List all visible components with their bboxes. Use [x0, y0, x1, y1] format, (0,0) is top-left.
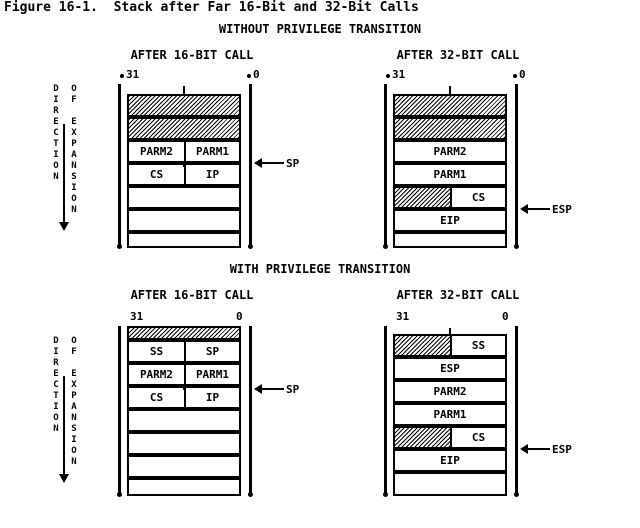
stack-cell: PARM2: [395, 142, 505, 161]
stack-row: [127, 363, 241, 386]
bit-label-low: 0: [236, 310, 243, 323]
direction-of-expansion-s2: [42, 336, 88, 496]
stack-s2-32bit: [384, 312, 534, 496]
stack-s1-16bit: [118, 68, 268, 248]
stack-cell: CS: [129, 165, 184, 184]
stack-row: [127, 432, 241, 455]
stack-row: [393, 209, 507, 232]
bit-label-high: 31: [396, 310, 410, 323]
stack-row: [127, 455, 241, 478]
stack-cell-reserved: [395, 188, 450, 207]
direction-word-direction: D I R E C T I O N: [53, 336, 59, 434]
stack-cell-reserved: [395, 336, 450, 355]
stack-cell: PARM2: [129, 142, 184, 161]
stack-cell: PARM1: [186, 365, 239, 384]
pointer-arrow-shaft: [526, 208, 550, 210]
expansion-arrow-head-s2: [59, 474, 69, 483]
stack-midtick-top: [449, 328, 451, 336]
stack-row: [393, 94, 507, 117]
stack-cell: IP: [186, 388, 239, 407]
stack-cell: CS: [129, 388, 184, 407]
bit-dot-high: [120, 74, 124, 78]
pointer-esp-s1-32bit: [520, 203, 590, 215]
stack-cell: PARM2: [395, 382, 505, 401]
pointer-label: ESP: [552, 442, 572, 456]
stack-row: [393, 380, 507, 403]
stack-cell: [129, 328, 239, 338]
stack-rail-dot-right: [514, 244, 519, 249]
pointer-arrow-head: [520, 444, 528, 454]
direction-of-expansion-s1: [42, 84, 88, 244]
pointer-arrow-shaft: [260, 388, 284, 390]
stack-cell: [395, 96, 505, 115]
pointer-esp-s2-32bit: [520, 443, 590, 455]
stack-cell: EIP: [395, 211, 505, 230]
stack-row: [393, 403, 507, 426]
stack-row: [127, 117, 241, 140]
expansion-arrow-shaft-s1: [63, 124, 65, 224]
direction-word-direction: D I R E C T I O N: [53, 84, 59, 182]
stack-cell: PARM1: [395, 405, 505, 424]
stack-midtick-top: [449, 86, 451, 96]
column-title-s1-32bit: AFTER 32-BIT CALL: [396, 48, 520, 62]
stack-row: [393, 449, 507, 472]
stack-rail-right: [515, 84, 518, 248]
column-title-s2-16bit: AFTER 16-BIT CALL: [130, 288, 254, 302]
stack-row: [127, 94, 241, 117]
stack-row: [393, 186, 507, 209]
stack-row: [127, 186, 241, 209]
stack-rail-dot-left: [117, 244, 122, 249]
stack-cell: EIP: [395, 451, 505, 470]
bit-dot-high: [386, 74, 390, 78]
pointer-sp-s2-16bit: [254, 383, 314, 395]
stack-rail-left: [118, 84, 121, 248]
stack-cell: CS: [452, 428, 505, 447]
stack-cell: PARM2: [129, 365, 184, 384]
stack-cell: ESP: [395, 359, 505, 378]
stack-cell: SS: [452, 336, 505, 355]
pointer-label: SP: [286, 156, 300, 170]
stack-rail-dot-left: [383, 244, 388, 249]
bit-label-low: 0: [502, 310, 509, 323]
stack-cell: [395, 119, 505, 138]
stack-midtick: [183, 163, 185, 167]
stack-rail-right: [515, 326, 518, 496]
stack-rail-dot-left: [117, 492, 122, 497]
bit-label-high: 31: [130, 310, 144, 323]
stack-rail-right: [249, 326, 252, 496]
stack-row: [393, 334, 507, 357]
stack-row: [127, 140, 241, 163]
stack-rail-left: [118, 326, 121, 496]
stack-cell: IP: [186, 165, 239, 184]
bit-label-high: 31: [126, 68, 140, 81]
stack-row: [127, 478, 241, 496]
stack-rail-dot-right: [514, 492, 519, 497]
stack-cell: SP: [186, 342, 239, 361]
stack-s1-32bit: [384, 68, 534, 248]
stack-row: [127, 326, 241, 340]
column-title-s1-16bit: AFTER 16-BIT CALL: [130, 48, 254, 62]
section-title-without-privilege: WITHOUT PRIVILEGE TRANSITION: [218, 22, 422, 36]
stack-cell: CS: [452, 188, 505, 207]
direction-word-of-expansion: O F E X P A N S I O N: [71, 84, 77, 215]
stack-rail-dot-left: [383, 492, 388, 497]
stack-midtick-top: [183, 86, 185, 96]
pointer-arrow-head: [520, 204, 528, 214]
stack-row: [127, 340, 241, 363]
stack-cell: PARM1: [395, 165, 505, 184]
stack-cell: [129, 119, 239, 138]
pointer-arrow-shaft: [526, 448, 550, 450]
stack-cell: PARM1: [186, 142, 239, 161]
bit-label-high: 31: [392, 68, 406, 81]
stack-row: [127, 409, 241, 432]
pointer-label: SP: [286, 382, 300, 396]
pointer-arrow-shaft: [260, 162, 284, 164]
stack-row: [127, 209, 241, 232]
stack-row: [393, 232, 507, 248]
stack-cell: [129, 96, 239, 115]
bit-label-low: 0: [519, 68, 526, 81]
stack-rail-dot-right: [248, 492, 253, 497]
figure-title: Figure 16-1. Stack after Far 16-Bit and 32-Bit Calls: [4, 0, 419, 15]
stack-row: [393, 163, 507, 186]
stack-row: [393, 140, 507, 163]
expansion-arrow-shaft-s2: [63, 376, 65, 476]
direction-word-of-expansion: O F E X P A N S I O N: [71, 336, 77, 467]
expansion-arrow-head-s1: [59, 222, 69, 231]
stack-rail-dot-right: [248, 244, 253, 249]
stack-row: [393, 117, 507, 140]
pointer-label: ESP: [552, 202, 572, 216]
stack-cell-reserved: [395, 428, 450, 447]
bit-dot-low: [513, 74, 517, 78]
stack-midtick: [183, 386, 185, 390]
stack-row: [393, 357, 507, 380]
stack-row: [393, 426, 507, 449]
stack-rail-left: [384, 84, 387, 248]
section-title-with-privilege: WITH PRIVILEGE TRANSITION: [229, 262, 411, 276]
pointer-arrow-head: [254, 158, 262, 168]
stack-s2-16bit: [118, 312, 268, 496]
bit-label-low: 0: [253, 68, 260, 81]
stack-rail-right: [249, 84, 252, 248]
bit-dot-low: [247, 74, 251, 78]
stack-row: [393, 472, 507, 496]
stack-cell: SS: [129, 342, 184, 361]
stack-row: [127, 232, 241, 248]
pointer-arrow-head: [254, 384, 262, 394]
pointer-sp-s1-16bit: [254, 157, 314, 169]
column-title-s2-32bit: AFTER 32-BIT CALL: [396, 288, 520, 302]
stack-rail-left: [384, 326, 387, 496]
